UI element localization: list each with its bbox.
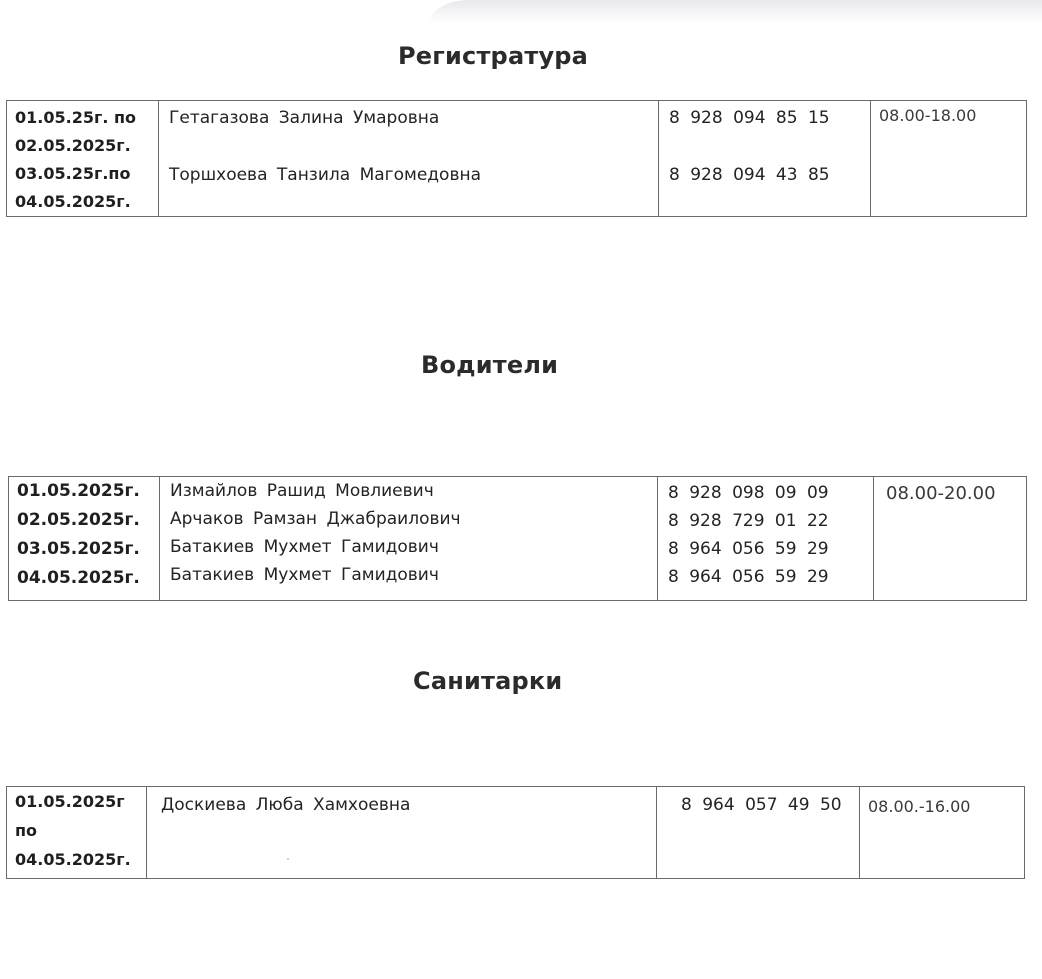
- table-row: [7, 787, 1025, 879]
- table-row: [7, 101, 1027, 217]
- name-cell: [160, 477, 658, 601]
- phone-number: 8 964 056 59 29: [668, 539, 829, 559]
- date-line: 04.05.2025г.: [15, 850, 131, 869]
- date-line: 01.05.2025г.: [17, 481, 140, 501]
- employee-name: Гетагазова Залина Умаровна: [169, 108, 440, 128]
- employee-name: Торшхоева Танзила Магомедовна: [169, 165, 481, 185]
- date-line: 01.05.2025г: [15, 792, 125, 811]
- employee-name: Батакиев Мухмет Гамидович: [170, 537, 439, 557]
- working-hours: 08.00.-16.00: [860, 787, 1025, 879]
- date-line: 02.05.2025г.: [15, 136, 131, 155]
- section-title-drivers: Водители: [421, 351, 559, 379]
- date-line: 03.05.25г.по: [15, 164, 131, 183]
- date-line: 01.05.25г. по: [15, 108, 137, 127]
- section-title-sanitary: Санитарки: [413, 667, 563, 695]
- employee-name: Доскиева Люба Хамхоевна: [161, 795, 411, 815]
- section-title-registry: Регистратура: [398, 42, 589, 70]
- phone-cell: [657, 787, 860, 879]
- sanitary-table: [6, 786, 1025, 879]
- date-cell: [9, 477, 160, 601]
- table-row: [9, 477, 1027, 601]
- employee-name: Измайлов Рашид Мовлиевич: [170, 481, 434, 501]
- date-line: по: [15, 821, 38, 840]
- phone-cell: [658, 477, 874, 601]
- phone-number: 8 928 729 01 22: [668, 511, 829, 531]
- date-line: 04.05.2025г.: [15, 192, 131, 211]
- date-line: 02.05.2025г.: [17, 510, 140, 530]
- date-cell: [7, 787, 147, 879]
- name-cell: [159, 101, 659, 217]
- phone-number: 8 928 094 43 85: [669, 165, 830, 185]
- phone-number: 8 964 057 49 50: [681, 795, 842, 815]
- employee-name: Батакиев Мухмет Гамидович: [170, 565, 439, 585]
- phone-cell: [659, 101, 871, 217]
- name-cell: [147, 787, 657, 879]
- phone-number: 8 928 098 09 09: [668, 483, 829, 503]
- date-line: 03.05.2025г.: [17, 539, 140, 559]
- working-hours: 08.00-20.00: [874, 477, 1027, 601]
- registry-table: [6, 100, 1027, 217]
- scan-speck: [287, 858, 289, 860]
- employee-name: Арчаков Рамзан Джабраилович: [170, 509, 461, 529]
- phone-number: 8 964 056 59 29: [668, 567, 829, 587]
- date-cell: [7, 101, 159, 217]
- phone-number: 8 928 094 85 15: [669, 108, 830, 128]
- date-line: 04.05.2025г.: [17, 568, 140, 588]
- drivers-table: [8, 476, 1027, 601]
- scan-edge-shadow: [430, 0, 1042, 22]
- working-hours: 08.00-18.00: [871, 101, 1027, 217]
